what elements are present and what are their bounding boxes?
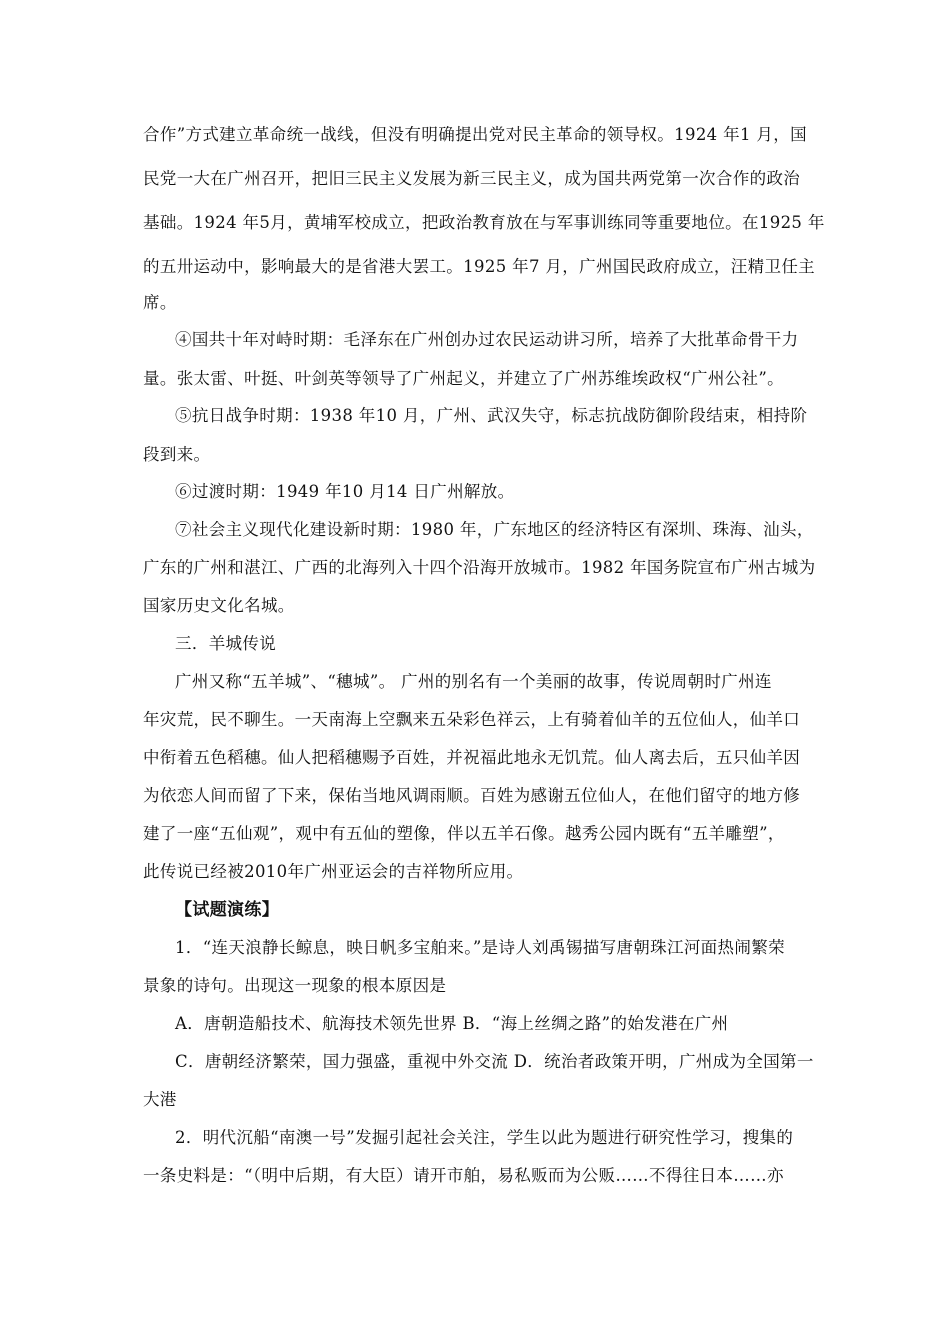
paragraph-line: ⑤抗日战争时期：1938 年10 月，广州、武汉失守，标志抗战防御阶段结束，相持阶 — [175, 406, 808, 425]
answer-option-line: 大港 — [143, 1090, 177, 1109]
question-line: 1．“连天浪静长鲸息，映日帆多宝舶来。”是诗人刘禹锡描写唐朝珠江河面热闹繁荣 — [175, 938, 785, 957]
paragraph-line: 段到来。 — [143, 445, 211, 464]
paragraph-line: 为依恋人间而留了下来，保佑当地风调雨顺。百姓为感谢五位仙人，在他们留守的地方修 — [143, 786, 801, 805]
answer-option-line: C．唐朝经济繁荣，国力强盛，重视中外交流 D．统治者政策开明，广州成为全国第一 — [175, 1052, 814, 1071]
paragraph-line: 量。张太雷、叶挺、叶剑英等领导了广州起义，并建立了广州苏维埃政权“广州公社”。 — [143, 369, 785, 388]
question-line: 景象的诗句。出现这一现象的根本原因是 — [143, 976, 447, 995]
question-line: 2．明代沉船“南澳一号”发掘引起社会关注，学生以此为题进行研究性学习，搜集的 — [175, 1128, 794, 1147]
paragraph-line: 广州又称“五羊城”、“穗城”。 广州的别名有一个美丽的故事，传说周朝时广州连 — [175, 672, 772, 691]
paragraph-line: 年灾荒，民不聊生。一天南海上空飘来五朵彩色祥云，上有骑着仙羊的五位仙人，仙羊口 — [143, 710, 801, 729]
exercise-heading: 【试题演练】 — [175, 900, 280, 920]
question-line: 一条史料是：“（明中后期，有大臣）请开市舶，易私贩而为公贩……不得往日本……亦 — [143, 1166, 784, 1185]
paragraph-line: ⑦社会主义现代化建设新时期：1980 年，广东地区的经济特区有深圳、珠海、汕头， — [175, 520, 814, 539]
paragraph-line: ④国共十年对峙时期：毛泽东在广州创办过农民运动讲习所，培养了大批革命骨干力 — [175, 330, 799, 349]
paragraph-line: 合作”方式建立革命统一战线，但没有明确提出党对民主革命的领导权。1924 年1 月，国 — [143, 125, 807, 144]
paragraph-line: 民党一大在广州召开，把旧三民主义发展为新三民主义，成为国共两党第一次合作的政治 — [143, 169, 801, 188]
paragraph-line: 此传说已经被2010年广州亚运会的吉祥物所应用。 — [143, 862, 524, 881]
paragraph-line: 国家历史文化名城。 — [143, 596, 295, 615]
paragraph-line: 建了一座“五仙观”，观中有五仙的塑像，伴以五羊石像。越秀公园内既有“五羊雕塑”， — [143, 824, 785, 843]
paragraph-line: 基础。1924 年5月，黄埔军校成立，把政治教育放在与军事训练同等重要地位。在1925 年 — [143, 213, 825, 232]
paragraph-line: ⑥过渡时期：1949 年10 月14 日广州解放。 — [175, 482, 515, 501]
paragraph-line: 席。 — [143, 293, 177, 312]
paragraph-line: 广东的广州和湛江、广西的北海列入十四个沿海开放城市。1982 年国务院宣布广州古城为 — [143, 558, 816, 577]
section-heading: 三．羊城传说 — [175, 634, 277, 653]
answer-option-line: A．唐朝造船技术、航海技术领先世界 B．“海上丝绸之路”的始发港在广州 — [175, 1014, 729, 1033]
paragraph-line: 的五卅运动中，影响最大的是省港大罢工。1925 年7 月，广州国民政府成立，汪精卫任主 — [143, 257, 816, 276]
paragraph-line: 中衔着五色稻穗。仙人把稻穗赐予百姓，并祝福此地永无饥荒。仙人离去后，五只仙羊因 — [143, 748, 801, 767]
